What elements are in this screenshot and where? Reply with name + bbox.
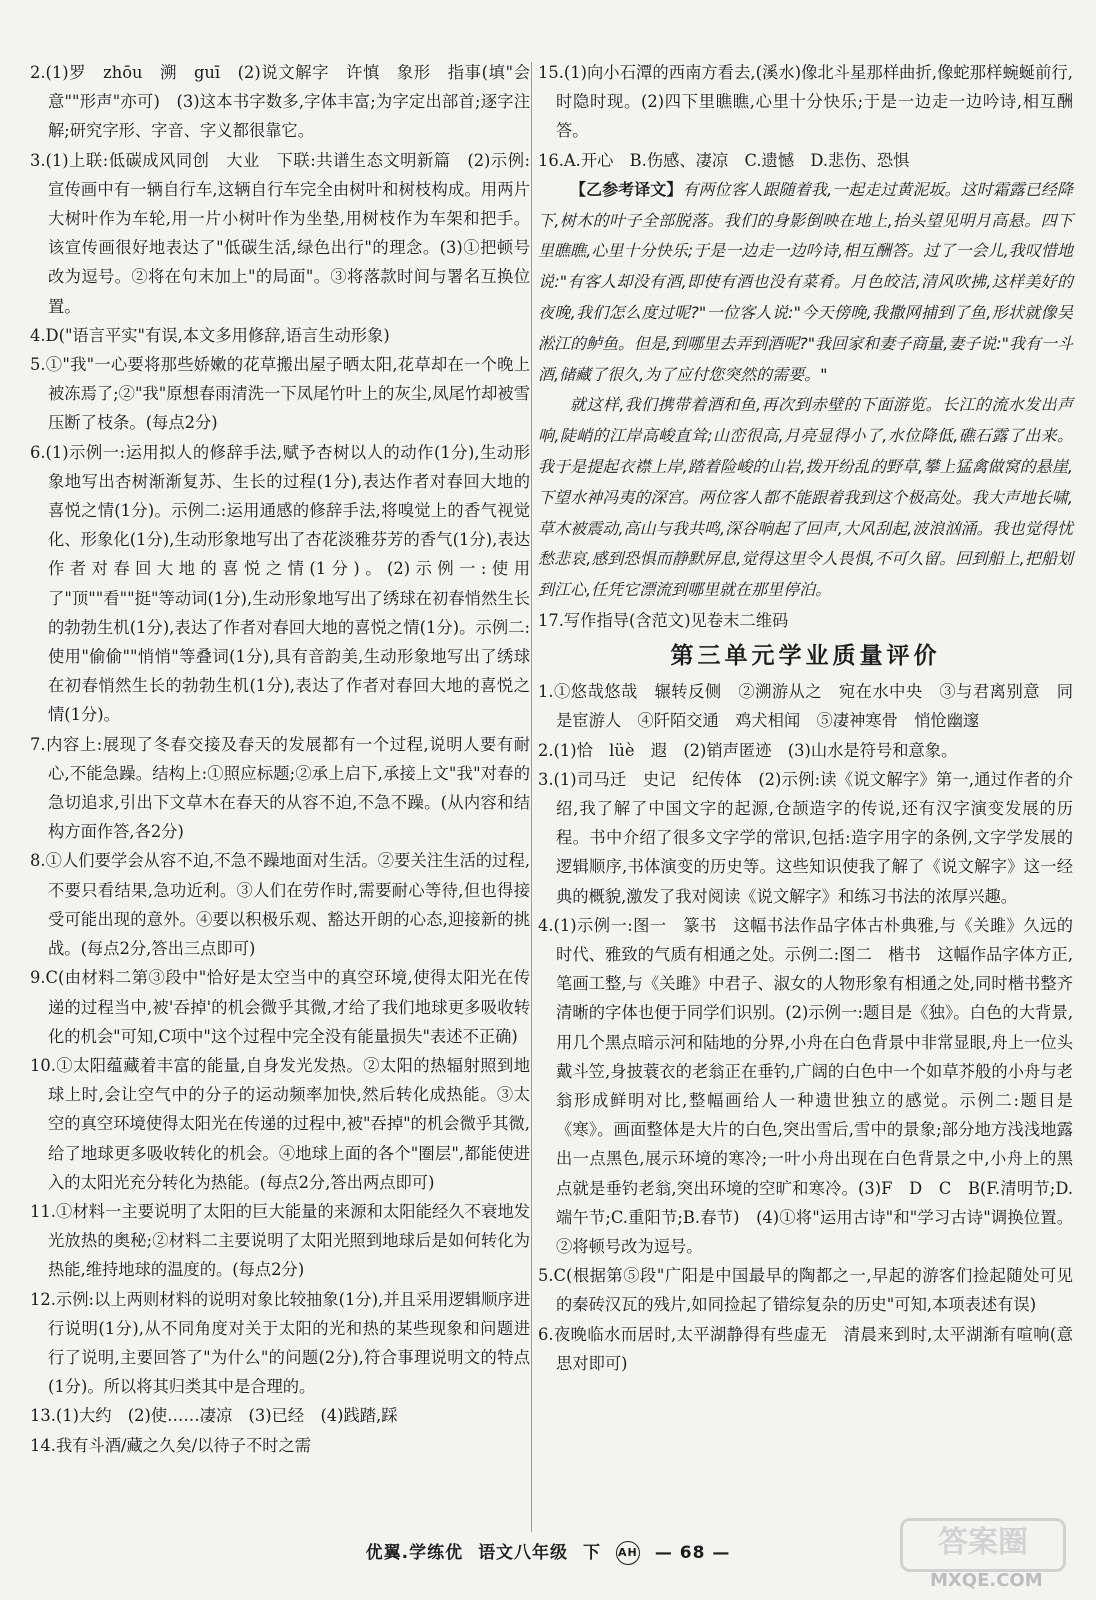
answer-item: 4.(1)示例一:图一 篆书 这幅书法作品字体古朴典雅,与《关雎》久远的时代、雅致的气质有相通之处。示例二:图二 楷书 这幅作品字体方正,笔画工整,与《关雎》中君子、淑女的人物形象有相通之处,同时楷书整齐清晰的字体也便于同学们识别。(2)示例一:题目是《独》。白色的大背景,用几个黑点暗示河和陆地的分界,小舟在白色背景中非常显眼,舟上一位头戴斗笠,身披蓑衣的老翁正在垂钓,广阔的白色中一个如草芥般的小舟与老翁形成鲜明对比,整幅画给人一种遗世独立的感觉。示例二:题目是《寒》。画面整体是大片的白色,突出雪后,雪中的景象;部分地方浅浅地露出一点黑色,展示环境的寒冷;一叶小舟出现在白色背景之中,小舟上的黑点就是垂钓老翁,突出环境的空旷和寒冷。(3)F D C B(F.清明节;D.端午节;C.重阳节;B.春节) (4)①将"运用古诗"和"学习古诗"调换位置。②将顿号改为逗号。: [538, 915, 1073, 1257]
answer-item: 12.示例:以上两则材料的说明对象比较抽象(1分),并且采用逻辑顺序进行说明(1分),从不同角度对关于太阳的光和热的某些现象和问题进行了说明,主要回答了"为什么"的问题(2分),符合事理说明文的特点(1分)。所以将其归类其中是合理的。: [30, 1289, 530, 1397]
answer-item: 13.(1)大约 (2)使……凄凉 (3)已经 (4)践踏,踩: [30, 1406, 398, 1426]
page-number: — 68 —: [654, 1543, 731, 1563]
column-divider: [531, 62, 532, 1532]
answer-item: 9.C(由材料二第③段中"恰好是太空当中的真空环境,使得太阳光在传递的过程当中,被'吞掉'的机会微乎其微,才给了我们地球更多吸收转化的机会"可知,C项中"这个过程中完全没有能量损失"表述不正确): [30, 968, 530, 1046]
translation-text: 有两位客人跟随着我,一起走过黄泥坂。这时霜露已经降下,树木的叶子全部脱落。我们的身影倒映在地上,抬头望见明月高悬。四下里瞧瞧,心里十分快乐;于是一边走一边吟诗,相互酬答。过了一会儿,我叹惜地说:"有客人却没有酒,即使有酒也没有菜肴。月色皎洁,清风吹拂,这样美好的夜晚,我们怎么度过呢?"一位客人说:"今天傍晚,我撒网捕到了鱼,形状就像吴淞江的鲈鱼。但是,到哪里去弄到酒呢?"我回家和妻子商量,妻子说:"我有一斗酒,储藏了很久,为了应付您突然的需要。": [538, 179, 1073, 384]
answer-item: 15.(1)向小石潭的西南方看去,(溪水)像北斗星那样曲折,像蛇那样蜿蜒前行,时隐时现。(2)四下里瞧瞧,心里十分快乐;于是一边走一边吟诗,相互酬答。: [538, 63, 1073, 141]
answer-item: 2.(1)罗 zhōu 溯 guī (2)说文解字 许慎 象形 指事(填"会意""形声"亦可) (3)这本书字数多,字体丰富;为字定出部首;逐字注解;研究字形、字音、字义都很靠它。: [30, 63, 530, 141]
edition-badge: AH: [616, 1541, 640, 1565]
reference-translation: [538, 175, 1073, 606]
translation-label: 【乙参考译文】: [570, 179, 683, 199]
translation-paragraph: 就这样,我们携带着酒和鱼,再次到赤壁的下面游览。长江的流水发出声响,陡峭的江岸高峻直耸;山峦很高,月亮显得小了,水位降低,礁石露了出来。我于是提起衣襟上岸,踏着险峻的山岩,拨开纷乱的野草,攀上猛禽做窝的悬崖,下望水神冯夷的深宫。两位客人都不能跟着我到这个极高处。我大声地长啸,草木被震动,高山与我共鸣,深谷响起了回声,大风刮起,波浪汹涌。我也觉得忧愁悲哀,感到恐惧而静默屏息,觉得这里令人畏惧,不可久留。回到船上,把船划到江心,任凭它漂流到哪里就在那里停泊。: [538, 395, 1073, 600]
answer-item: 7.内容上:展现了冬春交接及春天的发展都有一个过程,说明人要有耐心,不能急躁。结构上:①照应标题;②承上启下,承接上文"我"对春的急切追求,引出下文草木在春天的从容不迫,不急不躁。(从内容和结构方面作答,各2分): [30, 734, 530, 842]
translation-paragraph: [538, 175, 1073, 391]
answer-item: 16.A.开心 B.伤感、凄凉 C.遗憾 D.悲伤、恐惧: [538, 150, 910, 170]
footer-series: 优翼.学练优: [365, 1543, 464, 1563]
answer-item: 4.D("语言平实"有误,本文多用修辞,语言生动形象): [30, 325, 390, 345]
answer-item: 10.①太阳蕴藏着丰富的能量,自身发光发热。②太阳的热辐射照到地球上时,会让空气中的分子的运动频率加快,然后转化成热能。③太空的真空环境使得太阳光在传递的过程中,被"吞掉"的机会微乎其微,给了地球更多吸收转化的机会。④地球上面的各个"圈层",都能使进入的太阳光充分转化为热能。(每点2分,答出两点即可): [30, 1055, 530, 1192]
answer-item: 3.(1)司马迁 史记 纪传体 (2)示例:读《说文解字》第一,通过作者的介绍,我了解了中国文字的起源,仓颉造字的传说,还有汉字演变发展的历程。书中介绍了很多文字学的常识,包括:造字用字的条例,文字学发展的逻辑顺序,书体演变的历史等。这些知识使我了解了《说文解字》这一经典的概貌,激发了我对阅读《说文解字》和练习书法的浓厚兴趣。: [538, 769, 1073, 906]
watermark-url: MXQE.COM: [930, 1570, 1043, 1591]
footer-subject: 语文八年级: [478, 1543, 569, 1563]
answer-item: 11.①材料一主要说明了太阳的巨大能量的来源和太阳能经久不衰地发光放热的奥秘;②材料二主要说明了太阳光照到地球后是如何转化为热能,维持地球的温度的。(每点2分): [30, 1201, 530, 1280]
answer-item: 2.(1)恰 lüè 遐 (2)销声匿迹 (3)山水是符号和意象。: [538, 740, 958, 760]
footer-term: 下: [582, 1543, 601, 1563]
answer-item: 17.写作指导(含范文)见卷末二维码: [538, 610, 789, 630]
answer-item: 3.(1)上联:低碳成风同创 大业 下联:共谱生态文明新篇 (2)示例:宣传画中有一辆自行车,这辆自行车完全由树叶和树枝构成。用两片大树叶作为车轮,用一片小树叶作为坐垫,用树枝作为车架和把手。该宣传画很好地表达了"低碳生活,绿色出行"的理念。(3)①把顿号改为逗号。②将在句末加上"的局面"。③将落款时间与署名互换位置。: [30, 150, 530, 316]
answer-item: 5.C(根据第⑤段"广阳是中国最早的陶都之一,早起的游客们捡起随处可见的秦砖汉瓦的残片,如同捡起了错综复杂的历史"可知,本项表述有误): [538, 1266, 1073, 1315]
answer-item: 14.我有斗酒/藏之久矣/以待子不时之需: [30, 1435, 312, 1455]
section-title: 第三单元学业质量评价: [670, 643, 941, 670]
answer-item: 1.①悠哉悠哉 辗转反侧 ②溯游从之 宛在水中央 ③与君离别意 同是宦游人 ④阡陌交通 鸡犬相闻 ⑤凄神寒骨 悄怆幽邃: [538, 682, 1073, 731]
watermark-logo: 答案圈: [900, 1518, 1066, 1572]
answer-item: 5.①"我"一心要将那些娇嫩的花草搬出屋子晒太阳,花草却在一个晚上被冻焉了;②"我"原想春雨清洗一下凤尾竹叶上的灰尘,凤尾竹却被雪压断了枝条。(每点2分): [30, 355, 530, 433]
answer-item: 8.①人们要学会从容不迫,不急不躁地面对生活。②要关注生活的过程,不要只看结果,急功近利。③人们在劳作时,需要耐心等待,但也得接受可能出现的意外。④要以积极乐观、豁达开朗的心态,迎接新的挑战。(每点2分,答出三点即可): [30, 851, 530, 959]
answer-item: 6.夜晚临水而居时,太平湖静得有些虚无 清晨来到时,太平湖渐有喧响(意思对即可): [538, 1324, 1073, 1373]
right-column: [538, 58, 1073, 1378]
answer-item: 6.(1)示例一:运用拟人的修辞手法,赋予杏树以人的动作(1分),生动形象地写出杏树渐渐复苏、生长的过程(1分),表达作者对春回大地的喜悦之情(1分)。示例二:运用通感的修辞手法,将嗅觉上的香气视觉化、形象化(1分),生动形象地写出了杏花淡雅芬芳的香气(1分),表达作者对春回大地的喜悦之情(1分)。(2)示例一:使用了"顶""看""挺"等动词(1分),生动形象地写出了绣球在初春悄然生长的勃勃生机(1分),表达了作者对春回大地的喜悦之情(1分)。示例二:使用"偷偷""悄悄"等叠词(1分),具有音韵美,生动形象地写出了绣球在初春悄然生长的勃勃生机(1分),表达了作者对春回大地的喜悦之情(1分)。: [30, 442, 530, 725]
left-column: [30, 58, 530, 1460]
